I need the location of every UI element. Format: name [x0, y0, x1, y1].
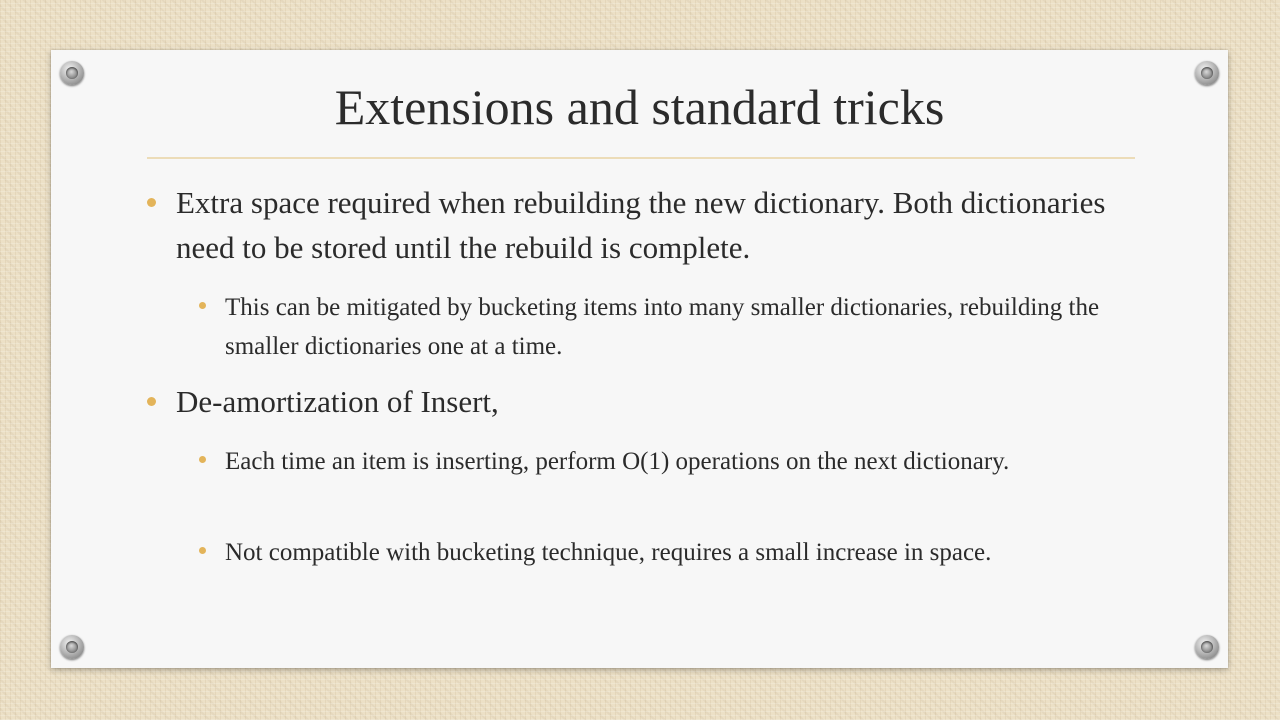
slide-content [51, 50, 1228, 668]
bullet-text: De-amortization of Insert, [176, 384, 499, 419]
bullet-item-level-2 [225, 288, 1155, 366]
bullet-text: This can be mitigated by bucketing items into many smaller dictionaries, rebuilding the smaller dictionaries one at a time. [225, 294, 1100, 360]
bullet-dot-icon [199, 456, 206, 463]
slide-card [51, 50, 1228, 668]
bullet-text: Not compatible with bucketing technique, requires a small increase in space. [225, 539, 992, 566]
bullet-item-level-1 [176, 379, 1166, 424]
slide-title: Extensions and standard tricks [334, 79, 945, 135]
bullet-text: Each time an item is inserting, perform O(1) operations on the next dictionary. [225, 448, 1010, 475]
bullet-text: Extra space required when rebuilding the new dictionary. Both dictionaries need to be stored until the rebuild is complete. [176, 185, 1106, 265]
bullet-item-level-2 [225, 442, 1155, 481]
bullet-dot-icon [199, 547, 206, 554]
bullet-dot-icon [199, 302, 206, 309]
bullet-dot-icon [147, 198, 156, 207]
bullet-item-level-1 [176, 180, 1166, 270]
bullet-item-level-2 [225, 533, 1155, 572]
bullet-dot-icon [147, 397, 156, 406]
